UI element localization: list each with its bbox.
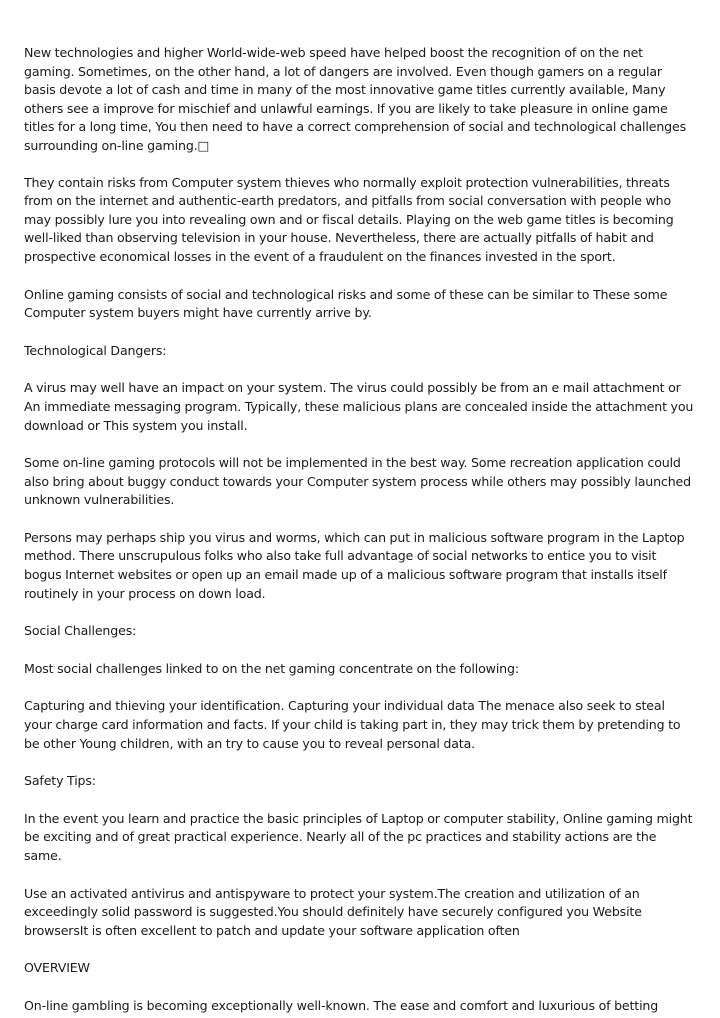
paragraph-worms: Persons may perhaps ship you virus and worms, which can put in malicious software program in the Laptop method. There unscrupulous folks who also take full advantage of social networks to entice you to visit bogus Internet websites or open up an email made up of a malicious software program that installs itself routinely in your process on down load. [24,529,685,601]
paragraph-social-focus: Most social challenges linked to on the net gaming concentrate on the following: [24,660,519,676]
paragraph-online-gaming-risks: Online gaming consists of social and technological risks and some of these can be similar to These some Computer system buyers might have currently arrive by. [24,286,668,321]
paragraph-protocols: Some on-line gaming protocols will not be implemented in the best way. Some recreation application could also bring about buggy conduct towards your Computer system process while others may possibly launched unknown vulnerabilities. [24,455,691,508]
paragraph-basic-principles: In the event you learn and practice the basic principles of Laptop or computer stability, Online gaming might be exciting and of great practical experience. Nearly all of the pc practices and stability actions are the same. [24,810,693,863]
paragraph-risks: They contain risks from Computer system thieves who normally exploit protection vulnerabilities, threats from on the internet and authentic-earth predators, and pitfalls from social conversation with people who may possibly lure you into revealing own and or fiscal details. Playing on the web game titles is becoming well-liked than observing television in your house. Nevertheless, there are actually pitfalls of habit and prospective economical losses in the event of a fraudulent on the finances invested in the sport. [24,174,674,264]
heading-overview: OVERVIEW [24,960,90,976]
paragraph-antivirus: Use an activated antivirus and antispyware to protect your system.The creation and utilization of an exceedingly solid password is suggested.You should definitely have securely configured you Website browsersIt is often excellent to patch and update your software application often [24,885,642,938]
paragraph-intro: New technologies and higher World-wide-web speed have helped boost the recognition of on the net gaming. Sometimes, on the other hand, a lot of dangers are involved. Even though gamers on a regular basis devote a lot of cash and time in many of the most innovative game titles currently available, Many others see a improve for mischief and unlawful earnings. If you are likely to take pleasure in online game titles for a long time, You then need to have a correct comprehension of social and technological challenges surrounding on-line gaming.□ [24,45,686,153]
document-body [24,44,696,1016]
heading-social-challenges: Social Challenges: [24,623,137,639]
paragraph-identity-theft: Capturing and thieving your identification. Capturing your individual data The menace also seek to steal your charge card information and facts. If your child is taking part in, they may trick them by pretending to be other Young children, with an try to cause you to reveal personal data. [24,698,681,751]
paragraph-virus: A virus may well have an impact on your system. The virus could possibly be from an e mail attachment or An immediate messaging program. Typically, these malicious plans are concealed inside the attachment you download or This system you install. [24,380,694,433]
heading-safety-tips: Safety Tips: [24,773,96,789]
paragraph-online-gambling: On-line gambling is becoming exceptionally well-known. The ease and comfort and luxurious of betting [24,997,659,1013]
heading-technological-dangers: Technological Dangers: [24,342,167,358]
